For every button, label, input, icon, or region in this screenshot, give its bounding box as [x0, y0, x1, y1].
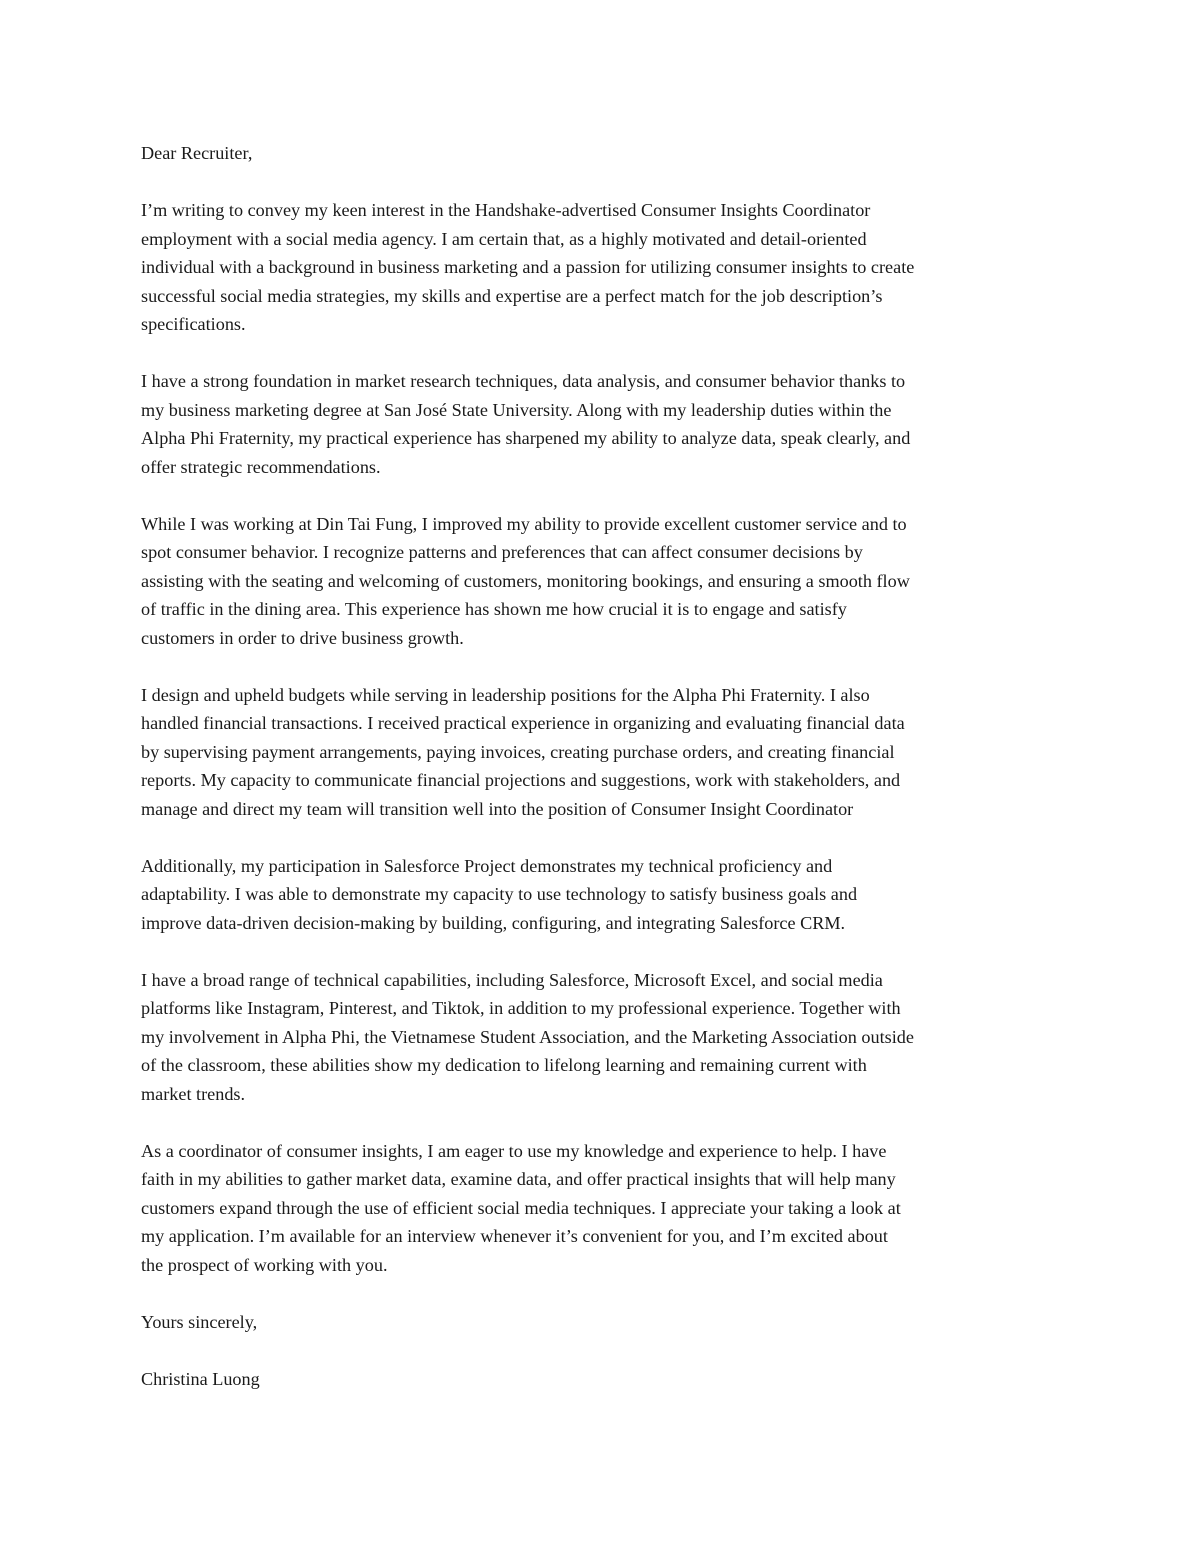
- paragraph-line: successful social media strategies, my skills and expertise are a perfect match for the job description’s: [141, 285, 883, 306]
- paragraph-line: As a coordinator of consumer insights, I am eager to use my knowledge and experience to help. I have: [141, 1140, 887, 1161]
- paragraph-line: employment with a social media agency. I am certain that, as a highly motivated and detail-oriented: [141, 228, 867, 249]
- paragraph-conclusion: [141, 1137, 1071, 1280]
- paragraph-technical-capabilities: [141, 966, 1071, 1109]
- paragraph-line: market trends.: [141, 1083, 246, 1104]
- paragraph-line: my application. I’m available for an interview whenever it’s convenient for you, and I’m excited about: [141, 1226, 888, 1246]
- paragraph-line: customers expand through the use of efficient social media techniques. I appreciate your taking a look at: [141, 1197, 901, 1218]
- salutation: Dear Recruiter,: [141, 143, 253, 163]
- paragraph-line: reports. My capacity to communicate financial projections and suggestions, work with stakeholders, and: [141, 770, 901, 790]
- paragraph-budgets: [141, 681, 1071, 824]
- paragraph-din-tai-fung: [141, 510, 1071, 653]
- paragraph-line: I design and upheld budgets while serving in leadership positions for the Alpha Phi Fraternity. I also: [141, 684, 870, 705]
- paragraph-line: individual with a background in business marketing and a passion for utilizing consumer insights to create: [141, 257, 915, 277]
- paragraph-line: specifications.: [141, 314, 246, 334]
- paragraph-line: I’m writing to convey my keen interest in the Handshake-advertised Consumer Insights Coordinator: [141, 200, 871, 220]
- paragraph-line: offer strategic recommendations.: [141, 456, 381, 477]
- paragraph-line: the prospect of working with you.: [141, 1254, 388, 1275]
- paragraph-line: handled financial transactions. I received practical experience in organizing and evaluating financial data: [141, 713, 905, 733]
- paragraph-line: by supervising payment arrangements, paying invoices, creating purchase orders, and creating financial: [141, 741, 895, 762]
- paragraph-line: my business marketing degree at San José State University. Along with my leadership duties within the: [141, 399, 892, 420]
- paragraph-line: I have a strong foundation in market research techniques, data analysis, and consumer behavior thanks to: [141, 371, 906, 391]
- paragraph-line: of traffic in the dining area. This experience has shown me how crucial it is to engage and satisfy: [141, 599, 847, 619]
- paragraph-line: improve data-driven decision-making by building, configuring, and integrating Salesforce CRM.: [141, 912, 846, 933]
- paragraph-salesforce: [141, 852, 1071, 938]
- paragraph-line: manage and direct my team will transition well into the position of Consumer Insight Coordinator: [141, 798, 854, 819]
- paragraph-line: Alpha Phi Fraternity, my practical experience has sharpened my ability to analyze data, speak clearly, and: [141, 428, 911, 448]
- paragraph-line: While I was working at Din Tai Fung, I improved my ability to provide excellent customer service and to: [141, 513, 907, 534]
- paragraph-line: my involvement in Alpha Phi, the Vietnamese Student Association, and the Marketing Association outside: [141, 1026, 914, 1047]
- paragraph-line: faith in my abilities to gather market data, examine data, and offer practical insights that will help many: [141, 1169, 896, 1189]
- closing: Yours sincerely,: [141, 1311, 258, 1332]
- paragraph-line: of the classroom, these abilities show my dedication to lifelong learning and remaining current with: [141, 1055, 867, 1075]
- paragraph-line: customers in order to drive business growth.: [141, 627, 464, 648]
- letter-page: [141, 139, 1071, 1422]
- paragraph-line: Additionally, my participation in Salesforce Project demonstrates my technical proficiency and: [141, 855, 833, 876]
- paragraph-interest: [141, 196, 1071, 339]
- paragraph-education: [141, 367, 1071, 481]
- paragraph-line: assisting with the seating and welcoming of customers, monitoring bookings, and ensuring a smooth flow: [141, 570, 910, 591]
- paragraph-line: spot consumer behavior. I recognize patterns and preferences that can affect consumer decisions by: [141, 542, 863, 562]
- signature-name: Christina Luong: [141, 1368, 260, 1389]
- paragraph-line: platforms like Instagram, Pinterest, and Tiktok, in addition to my professional experience. Together with: [141, 998, 901, 1018]
- paragraph-line: I have a broad range of technical capabilities, including Salesforce, Microsoft Excel, and social media: [141, 969, 883, 990]
- paragraph-line: adaptability. I was able to demonstrate my capacity to use technology to satisfy business goals and: [141, 884, 858, 904]
